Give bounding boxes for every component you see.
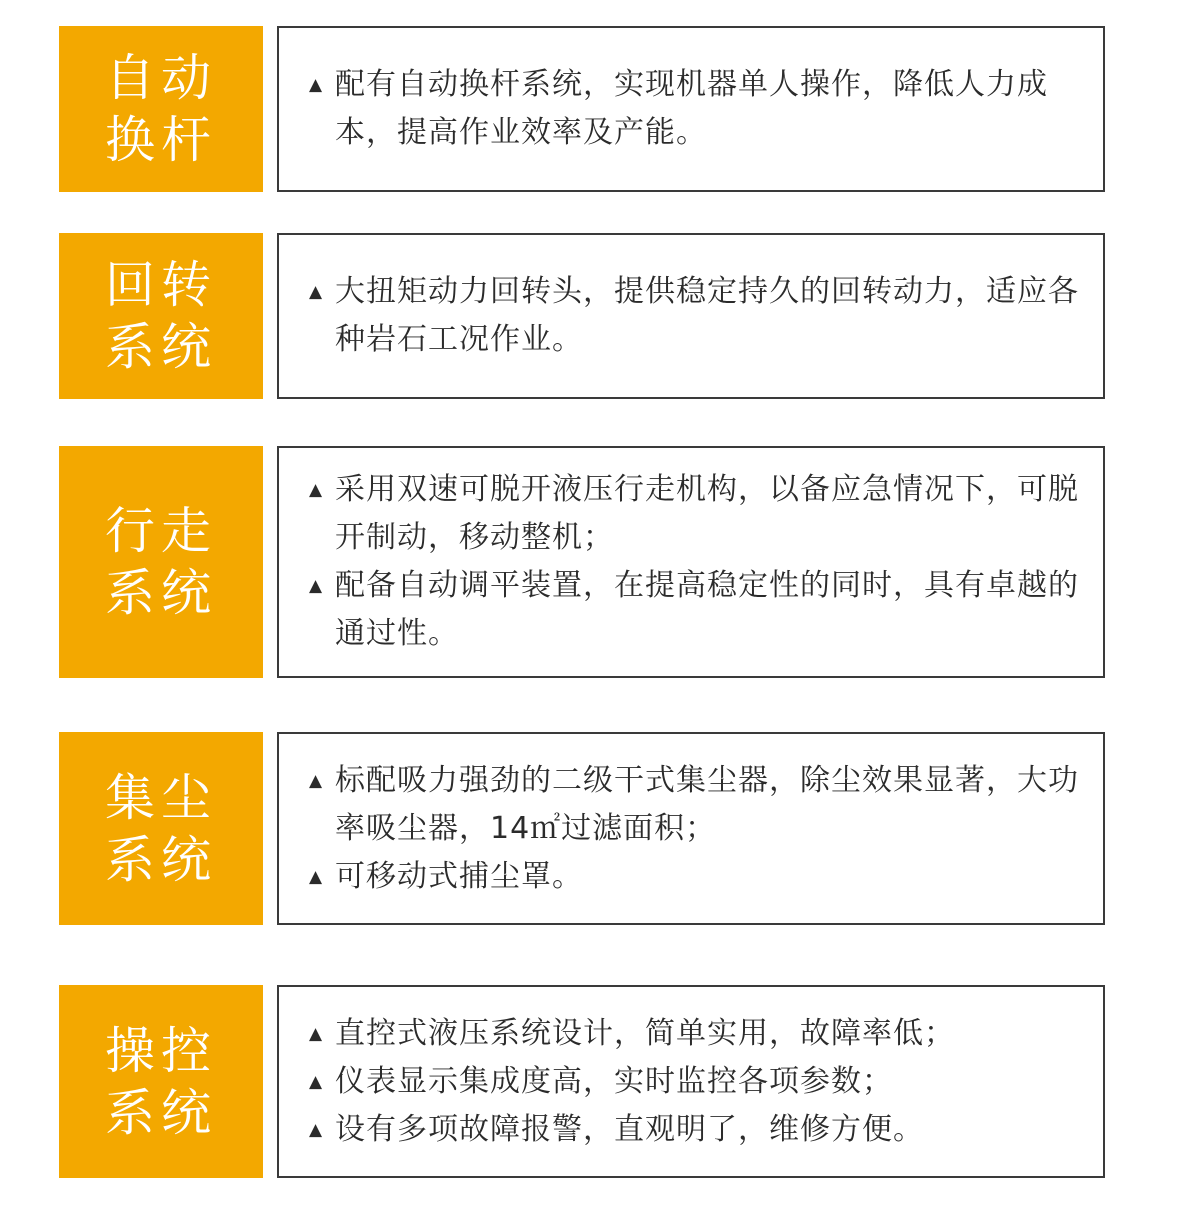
feature-item-text: 采用双速可脱开液压行走机构，以备应急情况下，可脱开制动，移动整机；	[335, 472, 1079, 555]
section-label-line2: 系统	[105, 318, 217, 376]
triangle-bullet-icon: ▲	[309, 1119, 324, 1140]
feature-item	[309, 853, 1097, 901]
section-label-line2: 系统	[105, 830, 217, 889]
feature-item-text: 设有多项故障报警，直观明了，维修方便。	[335, 1111, 924, 1147]
feature-item	[309, 466, 1097, 562]
section-description-box	[277, 233, 1105, 399]
feature-item-text: 配备自动调平装置，在提高稳定性的同时，具有卓越的通过性。	[335, 568, 1079, 651]
section-label	[59, 233, 263, 399]
feature-section-auto-rod-change	[59, 26, 1105, 192]
section-label-line1: 自动	[105, 49, 217, 107]
triangle-bullet-icon: ▲	[309, 1071, 324, 1092]
feature-section-dust-collection	[59, 732, 1105, 925]
section-label	[59, 985, 263, 1178]
feature-item	[309, 268, 1097, 364]
section-description-box	[277, 732, 1105, 925]
feature-item	[309, 562, 1097, 658]
feature-item-text: 仪表显示集成度高，实时监控各项参数；	[335, 1063, 893, 1099]
section-label-line1: 操控	[105, 1021, 217, 1080]
section-description-box	[277, 985, 1105, 1178]
section-label-line2: 换杆	[105, 111, 217, 169]
feature-item	[309, 1106, 1097, 1154]
feature-item-text: 配有自动换杆系统，实现机器单人操作，降低人力成本，提高作业效率及产能。	[335, 67, 1048, 150]
triangle-bullet-icon: ▲	[309, 866, 324, 887]
feature-section-travel-system	[59, 446, 1105, 678]
feature-item-text: 直控式液压系统设计，简单实用，故障率低；	[335, 1015, 955, 1051]
triangle-bullet-icon: ▲	[309, 770, 324, 791]
triangle-bullet-icon: ▲	[309, 576, 324, 596]
feature-item-text: 标配吸力强劲的二级干式集尘器，除尘效果显著，大功率吸尘器，14㎡过滤面积；	[335, 762, 1079, 846]
section-description-box	[277, 26, 1105, 192]
section-label-line2: 系统	[105, 564, 217, 622]
feature-item	[309, 1058, 1097, 1106]
feature-item-text: 大扭矩动力回转头，提供稳定持久的回转动力，适应各种岩石工况作业。	[335, 274, 1079, 357]
feature-item-text: 可移动式捕尘罩。	[335, 858, 583, 894]
section-label	[59, 446, 263, 678]
section-label-line2: 系统	[105, 1083, 217, 1142]
feature-item	[309, 757, 1097, 853]
feature-section-rotation-system	[59, 233, 1105, 399]
section-label	[59, 732, 263, 925]
section-description-box	[277, 446, 1105, 678]
triangle-bullet-icon: ▲	[309, 1023, 324, 1044]
section-label-line1: 行走	[105, 502, 217, 560]
triangle-bullet-icon: ▲	[309, 282, 324, 302]
section-label-line1: 集尘	[105, 768, 217, 827]
triangle-bullet-icon: ▲	[309, 75, 324, 95]
section-label	[59, 26, 263, 192]
section-label-line1: 回转	[105, 256, 217, 314]
feature-section-control-system	[59, 985, 1105, 1178]
feature-item	[309, 1010, 1097, 1058]
feature-item	[309, 61, 1097, 157]
triangle-bullet-icon: ▲	[309, 480, 324, 500]
